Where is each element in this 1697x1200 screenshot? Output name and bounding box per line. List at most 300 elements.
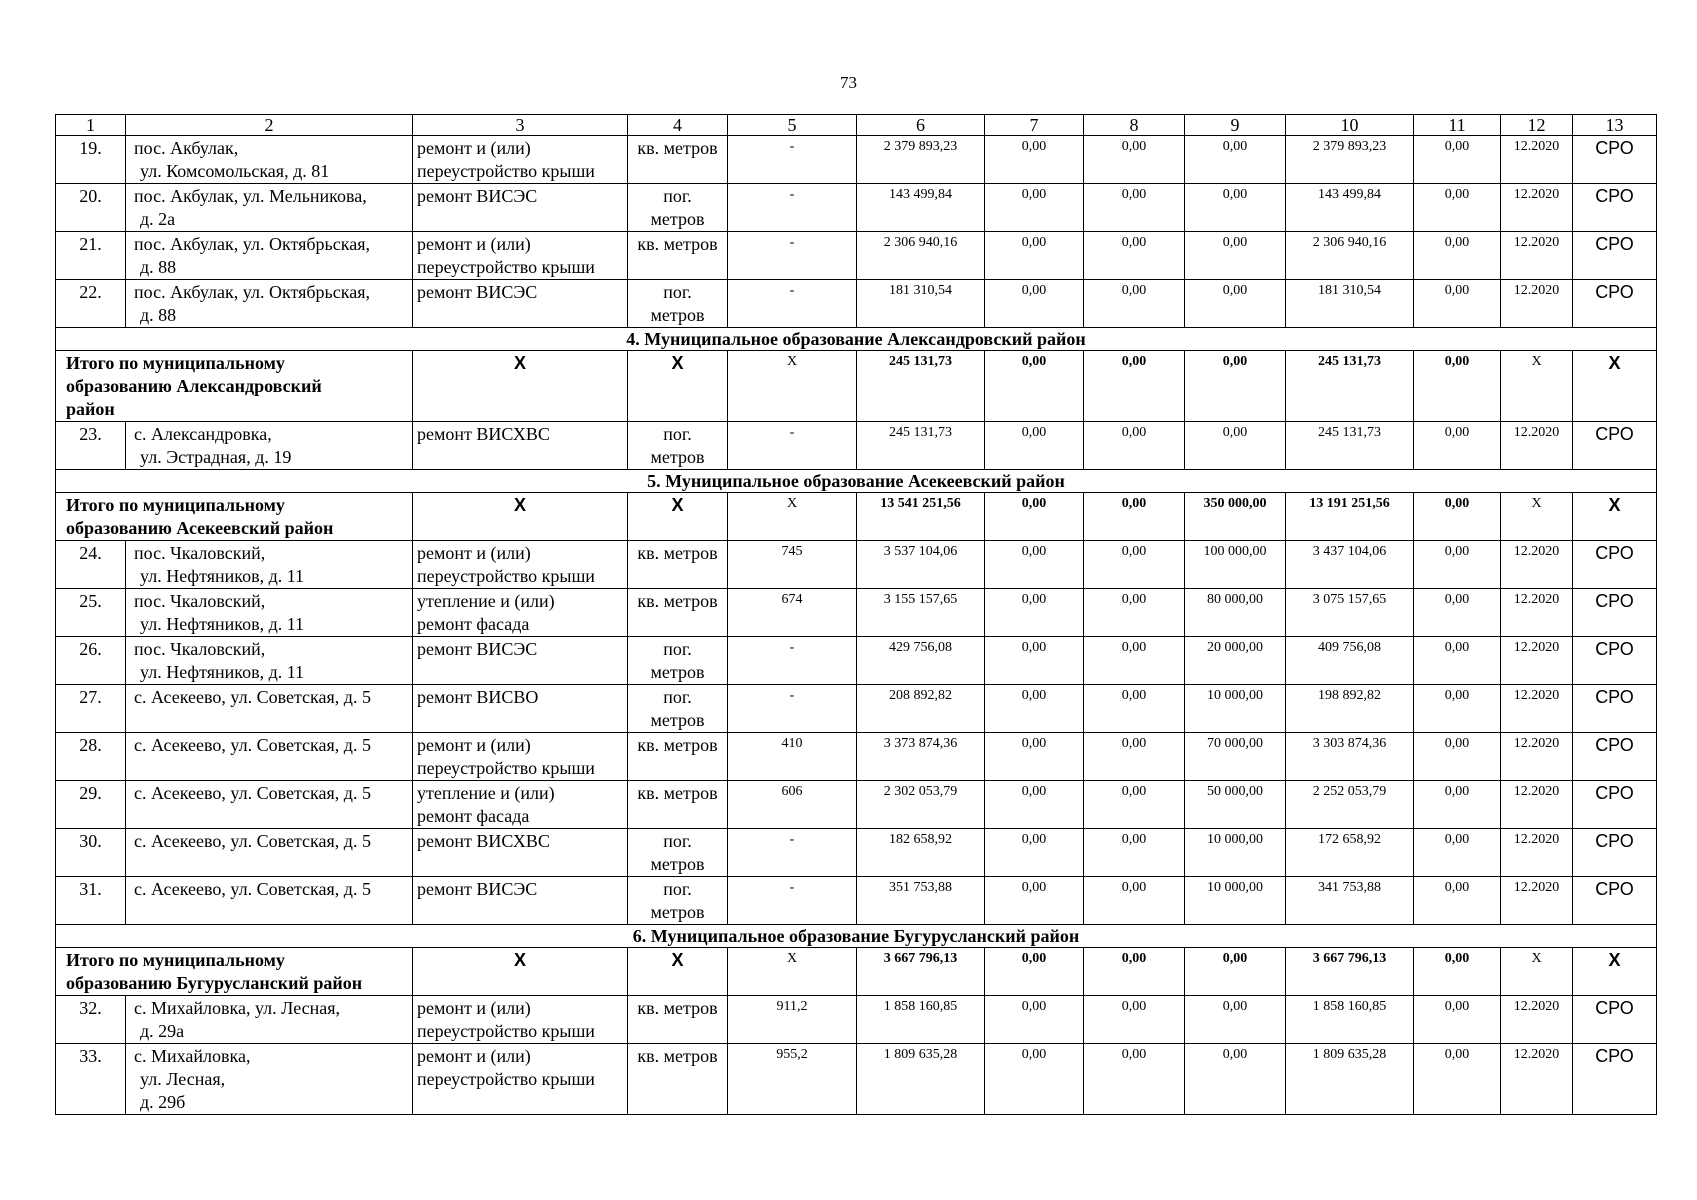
value-c8: 0,00 [1084, 136, 1185, 184]
cell-line: с. Асекеево, ул. Советская, д. 5 [134, 879, 371, 899]
cell-line: ремонт ВИСЭС [417, 186, 538, 206]
value-c10: 2 379 893,23 [1286, 136, 1414, 184]
work-type-cell [413, 1044, 628, 1115]
section-title: 6. Муниципальное образование Бугурусланский район [56, 925, 1657, 948]
value-c12: 12.2020 [1501, 136, 1573, 184]
contractor-cell: СРО [1573, 685, 1657, 733]
unit-cell [628, 829, 728, 877]
cell-line: Итого по муниципальному [66, 495, 285, 515]
work-type-cell [413, 781, 628, 829]
value-c10: 198 892,82 [1286, 685, 1414, 733]
unit-cell [628, 996, 728, 1044]
value-c10: 143 499,84 [1286, 184, 1414, 232]
row-number: 30. [56, 829, 126, 877]
value-c10: 3 075 157,65 [1286, 589, 1414, 637]
col-header: 13 [1573, 115, 1657, 136]
subtotal-c9: 0,00 [1185, 351, 1286, 422]
value-c7: 0,00 [985, 877, 1084, 925]
cell-line: пог. [663, 186, 692, 206]
value-c11: 0,00 [1414, 1044, 1501, 1115]
row-number: 32. [56, 996, 126, 1044]
work-type-cell [413, 637, 628, 685]
value-c6: 3 155 157,65 [857, 589, 985, 637]
cell-line: ремонт и (или) [417, 998, 531, 1018]
subtotal-c6: 245 131,73 [857, 351, 985, 422]
address-cell [126, 733, 413, 781]
subtotal-c8: 0,00 [1084, 351, 1185, 422]
work-type-cell [413, 877, 628, 925]
cell-line: метров [650, 854, 705, 874]
value-c6: 2 302 053,79 [857, 781, 985, 829]
row-number: 22. [56, 280, 126, 328]
subtotal-c12: Х [1501, 493, 1573, 541]
address-cell [126, 422, 413, 470]
value-c6: 1 809 635,28 [857, 1044, 985, 1115]
col-header: 11 [1414, 115, 1501, 136]
value-c7: 0,00 [985, 136, 1084, 184]
quantity-cell: - [728, 184, 857, 232]
cell-line: пос. Акбулак, [134, 138, 239, 158]
contractor-cell: СРО [1573, 1044, 1657, 1115]
value-c11: 0,00 [1414, 637, 1501, 685]
value-c11: 0,00 [1414, 829, 1501, 877]
work-type-cell [413, 685, 628, 733]
value-c10: 245 131,73 [1286, 422, 1414, 470]
value-c7: 0,00 [985, 184, 1084, 232]
value-c7: 0,00 [985, 781, 1084, 829]
subtotal-c13: Х [1573, 493, 1657, 541]
table-row [56, 422, 1657, 470]
table-row [56, 1044, 1657, 1115]
value-c6: 3 537 104,06 [857, 541, 985, 589]
cell-line: д. 29б [140, 1092, 186, 1112]
subtotal-c9: 350 000,00 [1185, 493, 1286, 541]
cell-line: ул. Лесная, [140, 1069, 226, 1089]
quantity-cell: - [728, 829, 857, 877]
value-c8: 0,00 [1084, 232, 1185, 280]
section-title: 5. Муниципальное образование Асекеевский район [56, 470, 1657, 493]
value-c12: 12.2020 [1501, 280, 1573, 328]
table-body [56, 115, 1657, 1115]
cell-line: переустройство крыши [417, 1069, 595, 1089]
col-header: 4 [628, 115, 728, 136]
subtotal-c10: 13 191 251,56 [1286, 493, 1414, 541]
cell-line: кв. метров [637, 783, 718, 803]
subtotal-col-4: Х [628, 493, 728, 541]
unit-cell [628, 781, 728, 829]
quantity-cell: 955,2 [728, 1044, 857, 1115]
contractor-cell: СРО [1573, 280, 1657, 328]
cell-line: ремонт фасада [417, 614, 530, 634]
cell-line: с. Асекеево, ул. Советская, д. 5 [134, 783, 371, 803]
subtotal-c7: 0,00 [985, 493, 1084, 541]
section-title: 4. Муниципальное образование Александровский район [56, 328, 1657, 351]
cell-line: переустройство крыши [417, 257, 595, 277]
value-c9: 0,00 [1185, 184, 1286, 232]
quantity-cell: - [728, 136, 857, 184]
cell-line: метров [650, 902, 705, 922]
address-cell [126, 829, 413, 877]
subtotal-label [56, 493, 413, 541]
value-c10: 341 753,88 [1286, 877, 1414, 925]
value-c11: 0,00 [1414, 422, 1501, 470]
cell-line: образованию Асекеевский район [66, 518, 334, 538]
cell-line: кв. метров [637, 735, 718, 755]
value-c8: 0,00 [1084, 422, 1185, 470]
cell-line: переустройство крыши [417, 758, 595, 778]
value-c9: 0,00 [1185, 136, 1286, 184]
cell-line: переустройство крыши [417, 161, 595, 181]
value-c6: 245 131,73 [857, 422, 985, 470]
value-c10: 2 252 053,79 [1286, 781, 1414, 829]
row-number: 29. [56, 781, 126, 829]
value-c11: 0,00 [1414, 541, 1501, 589]
cell-line: образованию Александровский [66, 376, 322, 396]
cell-line: метров [650, 209, 705, 229]
value-c10: 2 306 940,16 [1286, 232, 1414, 280]
contractor-cell: СРО [1573, 422, 1657, 470]
cell-line: пог. [663, 831, 692, 851]
col-header: 2 [126, 115, 413, 136]
col-header: 12 [1501, 115, 1573, 136]
work-type-cell [413, 232, 628, 280]
cell-line: ул. Нефтяников, д. 11 [140, 614, 305, 634]
cell-line: ремонт и (или) [417, 735, 531, 755]
subtotal-label [56, 948, 413, 996]
cell-line: с. Михайловка, ул. Лесная, [134, 998, 341, 1018]
cell-line: кв. метров [637, 543, 718, 563]
value-c8: 0,00 [1084, 184, 1185, 232]
cell-line: кв. метров [637, 138, 718, 158]
value-c9: 80 000,00 [1185, 589, 1286, 637]
unit-cell [628, 733, 728, 781]
unit-cell [628, 589, 728, 637]
subtotal-col-5: Х [728, 493, 857, 541]
value-c6: 143 499,84 [857, 184, 985, 232]
quantity-cell: - [728, 280, 857, 328]
page-number: 73 [840, 73, 857, 92]
value-c9: 0,00 [1185, 1044, 1286, 1115]
address-cell [126, 781, 413, 829]
table-row [56, 996, 1657, 1044]
value-c12: 12.2020 [1501, 637, 1573, 685]
row-number: 19. [56, 136, 126, 184]
unit-cell [628, 1044, 728, 1115]
subtotal-col-5: Х [728, 948, 857, 996]
cell-line: ул. Эстрадная, д. 19 [140, 447, 292, 467]
value-c7: 0,00 [985, 1044, 1084, 1115]
value-c11: 0,00 [1414, 996, 1501, 1044]
cell-line: пос. Чкаловский, [134, 639, 266, 659]
address-cell [126, 996, 413, 1044]
address-cell [126, 280, 413, 328]
subtotal-c11: 0,00 [1414, 493, 1501, 541]
value-c7: 0,00 [985, 996, 1084, 1044]
cell-line: метров [650, 447, 705, 467]
work-type-cell [413, 829, 628, 877]
value-c6: 429 756,08 [857, 637, 985, 685]
value-c7: 0,00 [985, 829, 1084, 877]
cell-line: д. 29а [140, 1021, 185, 1041]
value-c7: 0,00 [985, 685, 1084, 733]
row-number: 20. [56, 184, 126, 232]
value-c11: 0,00 [1414, 781, 1501, 829]
value-c7: 0,00 [985, 589, 1084, 637]
col-header: 5 [728, 115, 857, 136]
value-c6: 2 306 940,16 [857, 232, 985, 280]
value-c9: 0,00 [1185, 232, 1286, 280]
cell-line: ремонт и (или) [417, 138, 531, 158]
col-header: 6 [857, 115, 985, 136]
section-header-row [56, 925, 1657, 948]
value-c9: 0,00 [1185, 996, 1286, 1044]
cell-line: кв. метров [637, 234, 718, 254]
cell-line: ремонт ВИСЭС [417, 879, 538, 899]
cell-line: пос. Акбулак, ул. Октябрьская, [134, 282, 370, 302]
contractor-cell: СРО [1573, 637, 1657, 685]
row-number: 27. [56, 685, 126, 733]
unit-cell [628, 422, 728, 470]
address-cell [126, 589, 413, 637]
contractor-cell: СРО [1573, 232, 1657, 280]
subtotal-c6: 13 541 251,56 [857, 493, 985, 541]
work-type-cell [413, 280, 628, 328]
value-c10: 3 437 104,06 [1286, 541, 1414, 589]
cell-line: с. Асекеево, ул. Советская, д. 5 [134, 687, 371, 707]
cell-line: пос. Чкаловский, [134, 591, 266, 611]
value-c10: 181 310,54 [1286, 280, 1414, 328]
cell-line: пог. [663, 687, 692, 707]
cell-line: пос. Чкаловский, [134, 543, 266, 563]
unit-cell [628, 136, 728, 184]
address-cell [126, 232, 413, 280]
value-c8: 0,00 [1084, 541, 1185, 589]
value-c8: 0,00 [1084, 877, 1185, 925]
address-cell [126, 637, 413, 685]
cell-line: ремонт и (или) [417, 543, 531, 563]
table-row [56, 184, 1657, 232]
contractor-cell: СРО [1573, 829, 1657, 877]
cell-line: ремонт ВИСЭС [417, 639, 538, 659]
value-c12: 12.2020 [1501, 733, 1573, 781]
subtotal-col-5: Х [728, 351, 857, 422]
cell-line: метров [650, 710, 705, 730]
work-type-cell [413, 136, 628, 184]
value-c11: 0,00 [1414, 232, 1501, 280]
cell-line: кв. метров [637, 1046, 718, 1066]
value-c12: 12.2020 [1501, 1044, 1573, 1115]
section-header-row [56, 470, 1657, 493]
cell-line: метров [650, 662, 705, 682]
contractor-cell: СРО [1573, 877, 1657, 925]
cell-line: пос. Акбулак, ул. Мельникова, [134, 186, 367, 206]
column-number-header-row [56, 115, 1657, 136]
address-cell [126, 685, 413, 733]
value-c9: 0,00 [1185, 280, 1286, 328]
contractor-cell: СРО [1573, 184, 1657, 232]
cell-line: с. Александровка, [134, 424, 272, 444]
cell-line: кв. метров [637, 591, 718, 611]
col-header: 3 [413, 115, 628, 136]
cell-line: д. 2а [140, 209, 176, 229]
repair-program-table [55, 114, 1657, 1115]
value-c7: 0,00 [985, 541, 1084, 589]
value-c12: 12.2020 [1501, 184, 1573, 232]
value-c9: 100 000,00 [1185, 541, 1286, 589]
table-row [56, 877, 1657, 925]
work-type-cell [413, 996, 628, 1044]
value-c7: 0,00 [985, 733, 1084, 781]
table-row [56, 541, 1657, 589]
value-c8: 0,00 [1084, 589, 1185, 637]
table-row [56, 637, 1657, 685]
value-c6: 1 858 160,85 [857, 996, 985, 1044]
value-c8: 0,00 [1084, 829, 1185, 877]
subtotal-row [56, 493, 1657, 541]
value-c11: 0,00 [1414, 136, 1501, 184]
unit-cell [628, 280, 728, 328]
cell-line: Итого по муниципальному [66, 353, 285, 373]
quantity-cell: 606 [728, 781, 857, 829]
subtotal-col-4: Х [628, 948, 728, 996]
subtotal-c7: 0,00 [985, 948, 1084, 996]
subtotal-c6: 3 667 796,13 [857, 948, 985, 996]
subtotal-c11: 0,00 [1414, 948, 1501, 996]
row-number: 28. [56, 733, 126, 781]
subtotal-c13: Х [1573, 351, 1657, 422]
value-c10: 1 809 635,28 [1286, 1044, 1414, 1115]
work-type-cell [413, 589, 628, 637]
value-c9: 10 000,00 [1185, 685, 1286, 733]
subtotal-c13: Х [1573, 948, 1657, 996]
address-cell [126, 184, 413, 232]
cell-line: ремонт фасада [417, 806, 530, 826]
unit-cell [628, 685, 728, 733]
quantity-cell: - [728, 422, 857, 470]
unit-cell [628, 184, 728, 232]
value-c6: 208 892,82 [857, 685, 985, 733]
value-c12: 12.2020 [1501, 232, 1573, 280]
quantity-cell: - [728, 877, 857, 925]
value-c11: 0,00 [1414, 685, 1501, 733]
address-cell [126, 136, 413, 184]
col-header: 10 [1286, 115, 1414, 136]
row-number: 31. [56, 877, 126, 925]
cell-line: д. 88 [140, 257, 177, 277]
cell-line: пог. [663, 879, 692, 899]
cell-line: переустройство крыши [417, 566, 595, 586]
value-c11: 0,00 [1414, 280, 1501, 328]
value-c8: 0,00 [1084, 1044, 1185, 1115]
cell-line: с. Михайловка, [134, 1046, 251, 1066]
cell-line: ремонт и (или) [417, 234, 531, 254]
quantity-cell: - [728, 637, 857, 685]
value-c7: 0,00 [985, 280, 1084, 328]
subtotal-c10: 3 667 796,13 [1286, 948, 1414, 996]
subtotal-c7: 0,00 [985, 351, 1084, 422]
unit-cell [628, 877, 728, 925]
subtotal-col-4: Х [628, 351, 728, 422]
work-type-cell [413, 422, 628, 470]
section-header-row [56, 328, 1657, 351]
value-c8: 0,00 [1084, 781, 1185, 829]
subtotal-row [56, 351, 1657, 422]
cell-line: д. 88 [140, 305, 177, 325]
contractor-cell: СРО [1573, 781, 1657, 829]
row-number: 25. [56, 589, 126, 637]
cell-line: ремонт ВИСВО [417, 687, 539, 707]
value-c11: 0,00 [1414, 184, 1501, 232]
subtotal-col-3: Х [413, 948, 628, 996]
value-c9: 10 000,00 [1185, 829, 1286, 877]
value-c7: 0,00 [985, 637, 1084, 685]
value-c7: 0,00 [985, 232, 1084, 280]
contractor-cell: СРО [1573, 589, 1657, 637]
value-c11: 0,00 [1414, 877, 1501, 925]
address-cell [126, 877, 413, 925]
value-c8: 0,00 [1084, 996, 1185, 1044]
subtotal-c9: 0,00 [1185, 948, 1286, 996]
cell-line: ремонт ВИСЭС [417, 282, 538, 302]
cell-line: ремонт и (или) [417, 1046, 531, 1066]
contractor-cell: СРО [1573, 733, 1657, 781]
table-row [56, 589, 1657, 637]
value-c10: 172 658,92 [1286, 829, 1414, 877]
quantity-cell: - [728, 685, 857, 733]
col-header: 7 [985, 115, 1084, 136]
cell-line: кв. метров [637, 998, 718, 1018]
subtotal-c8: 0,00 [1084, 948, 1185, 996]
row-number: 21. [56, 232, 126, 280]
col-header: 1 [56, 115, 126, 136]
subtotal-c11: 0,00 [1414, 351, 1501, 422]
subtotal-c8: 0,00 [1084, 493, 1185, 541]
value-c9: 70 000,00 [1185, 733, 1286, 781]
cell-line: Итого по муниципальному [66, 950, 285, 970]
value-c12: 12.2020 [1501, 589, 1573, 637]
value-c10: 409 756,08 [1286, 637, 1414, 685]
value-c11: 0,00 [1414, 733, 1501, 781]
subtotal-c12: Х [1501, 351, 1573, 422]
cell-line: пог. [663, 639, 692, 659]
cell-line: ул. Нефтяников, д. 11 [140, 662, 305, 682]
work-type-cell [413, 184, 628, 232]
cell-line: образованию Бугурусланский район [66, 973, 363, 993]
cell-line: утепление и (или) [417, 591, 555, 611]
work-type-cell [413, 733, 628, 781]
value-c12: 12.2020 [1501, 829, 1573, 877]
value-c6: 351 753,88 [857, 877, 985, 925]
work-type-cell [413, 541, 628, 589]
address-cell [126, 541, 413, 589]
cell-line: переустройство крыши [417, 1021, 595, 1041]
value-c9: 20 000,00 [1185, 637, 1286, 685]
value-c7: 0,00 [985, 422, 1084, 470]
subtotal-label [56, 351, 413, 422]
table-row [56, 685, 1657, 733]
unit-cell [628, 541, 728, 589]
value-c8: 0,00 [1084, 685, 1185, 733]
value-c12: 12.2020 [1501, 996, 1573, 1044]
col-header: 9 [1185, 115, 1286, 136]
value-c8: 0,00 [1084, 637, 1185, 685]
cell-line: с. Асекеево, ул. Советская, д. 5 [134, 735, 371, 755]
value-c6: 2 379 893,23 [857, 136, 985, 184]
value-c12: 12.2020 [1501, 685, 1573, 733]
row-number: 33. [56, 1044, 126, 1115]
cell-line: ул. Нефтяников, д. 11 [140, 566, 305, 586]
cell-line: ул. Комсомольская, д. 81 [140, 161, 330, 181]
